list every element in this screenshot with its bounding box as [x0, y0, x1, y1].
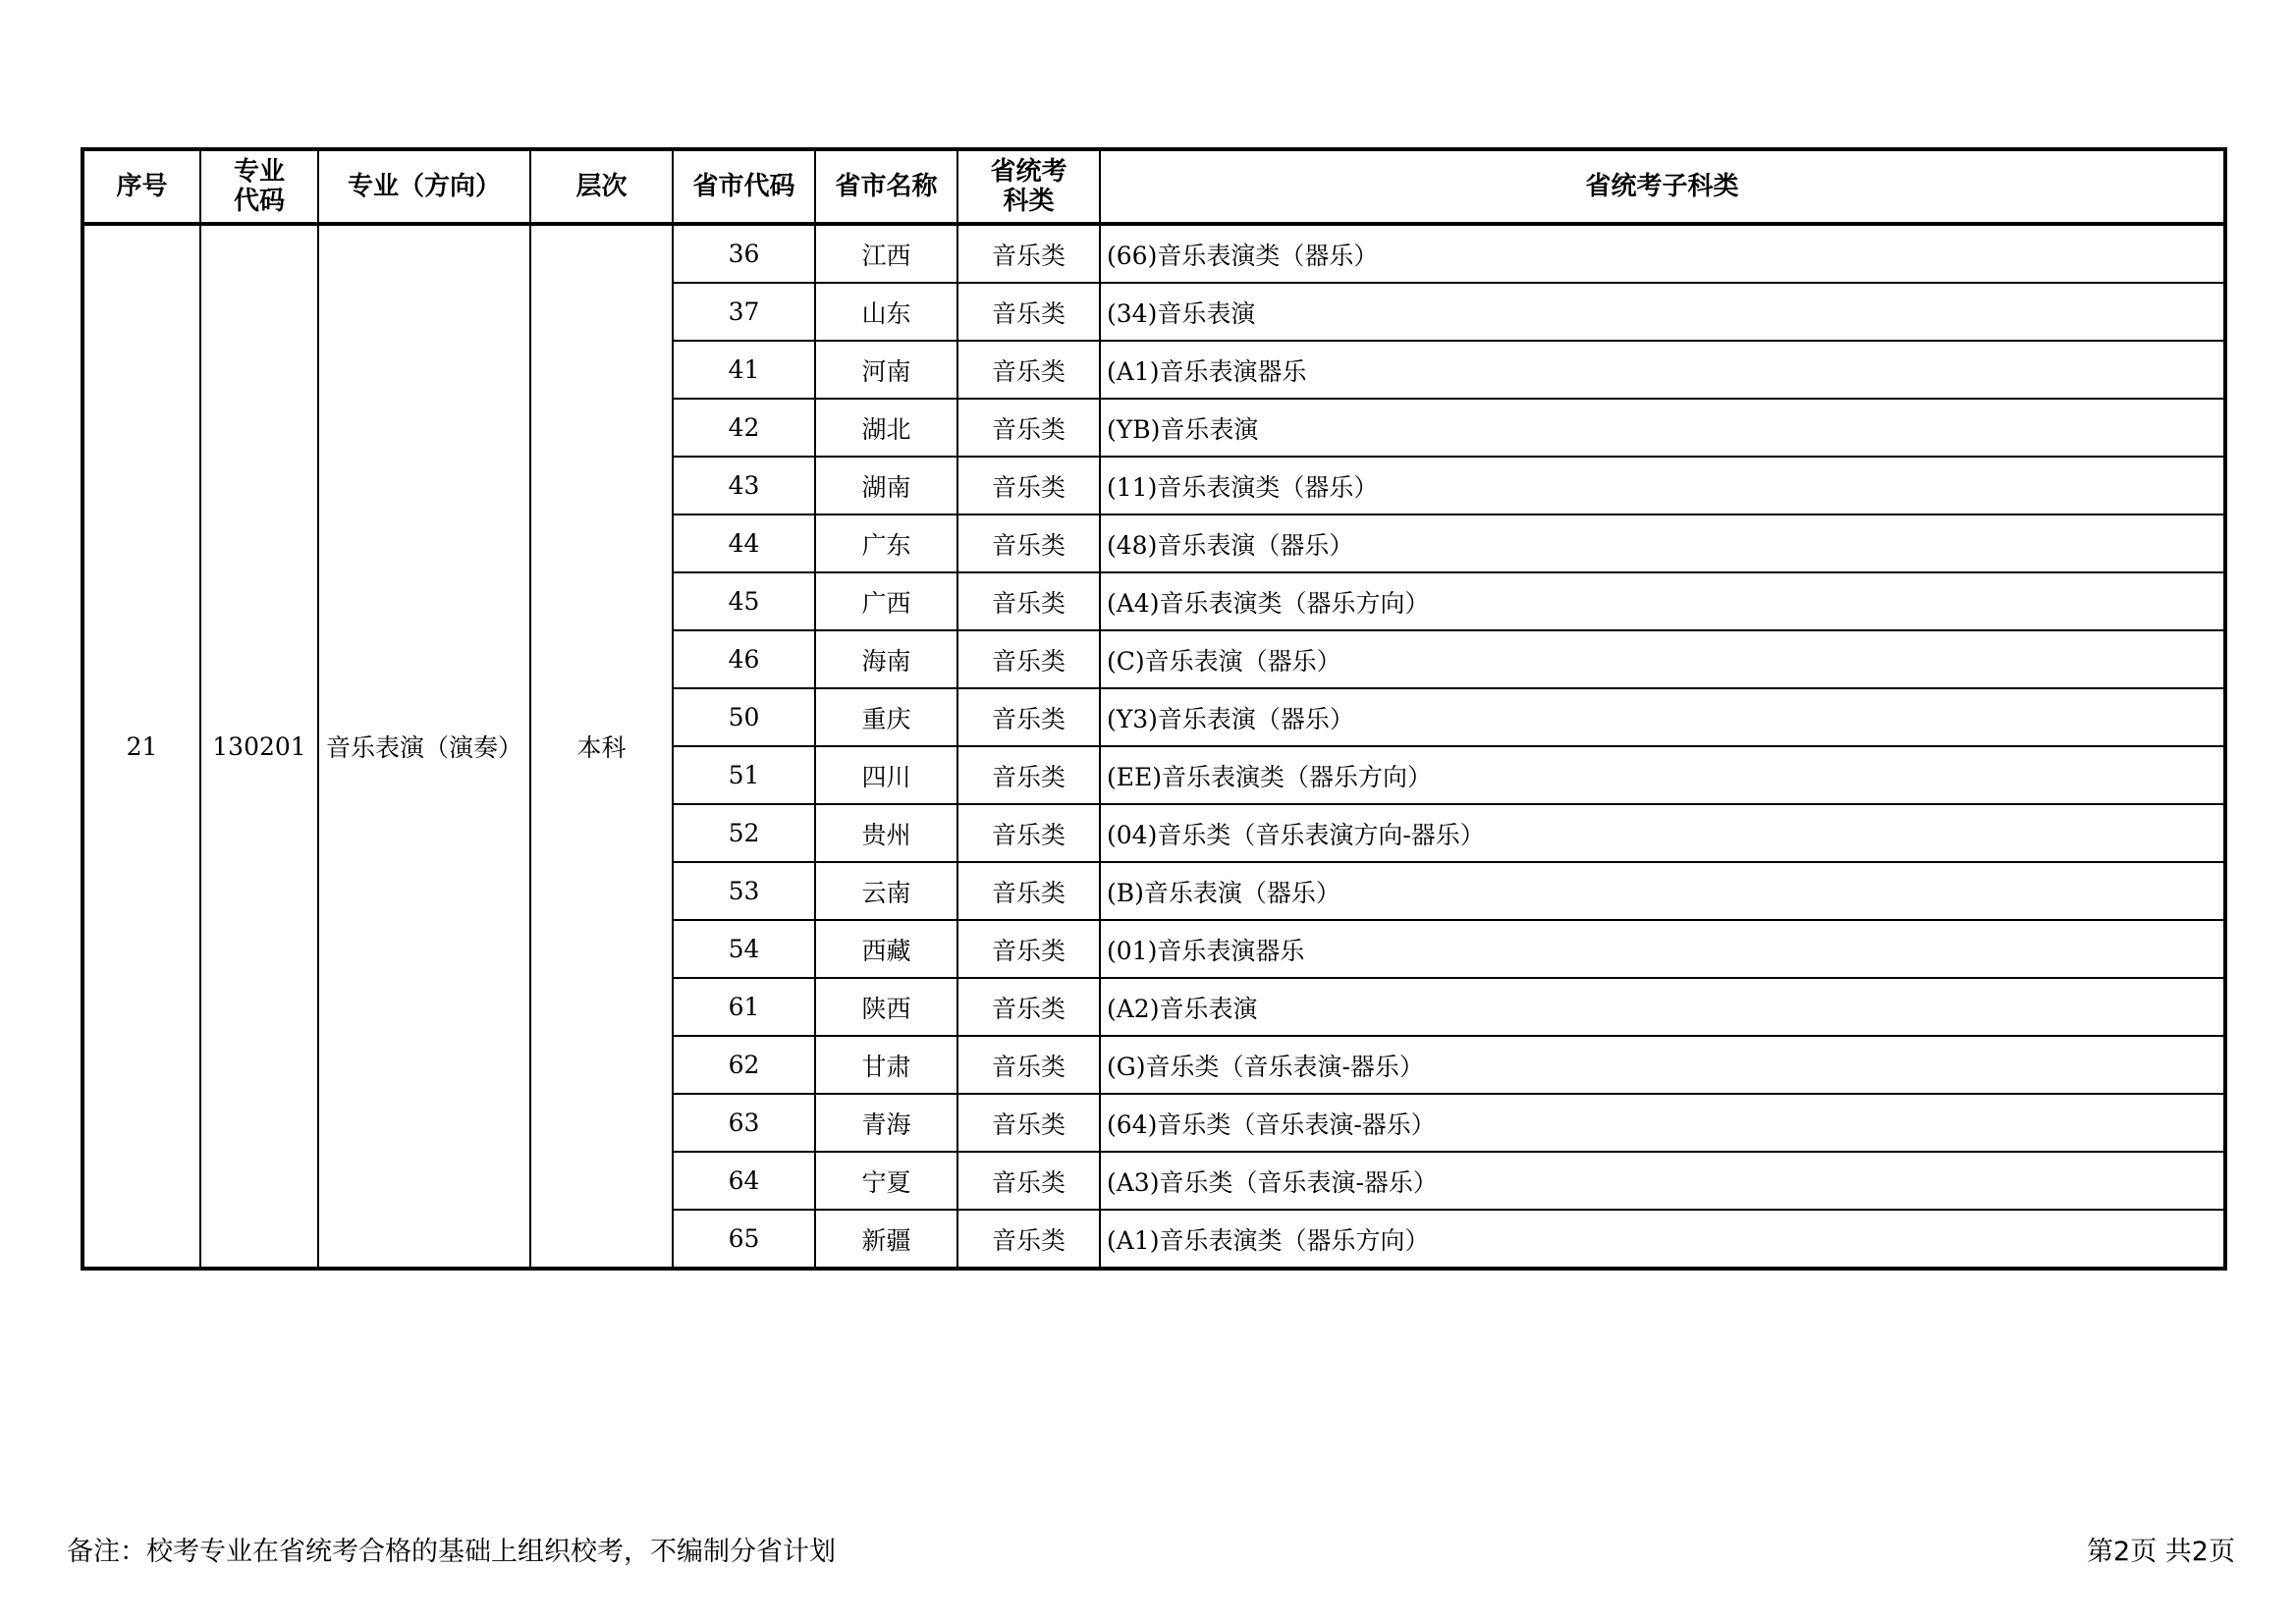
exam-subcategory: (YB)音乐表演	[1100, 399, 2225, 457]
header-exam-category	[957, 149, 1100, 224]
exam-category: 音乐类	[957, 572, 1100, 630]
exam-subcategory: (A1)音乐表演类（器乐方向）	[1100, 1210, 2225, 1269]
province-code: 51	[673, 746, 815, 804]
province-code: 42	[673, 399, 815, 457]
exam-category: 音乐类	[957, 457, 1100, 514]
exam-subcategory: (01)音乐表演器乐	[1100, 920, 2225, 978]
exam-category: 音乐类	[957, 920, 1100, 978]
province-name: 四川	[815, 746, 957, 804]
header-province-name: 省市名称	[815, 149, 957, 224]
exam-category: 音乐类	[957, 746, 1100, 804]
exam-subcategory: (EE)音乐表演类（器乐方向）	[1100, 746, 2225, 804]
exam-subcategory: (A4)音乐表演类（器乐方向）	[1100, 572, 2225, 630]
exam-subcategory: (64)音乐类（音乐表演-器乐）	[1100, 1094, 2225, 1152]
province-code: 63	[673, 1094, 815, 1152]
province-name: 湖南	[815, 457, 957, 514]
province-name: 湖北	[815, 399, 957, 457]
province-name: 广东	[815, 514, 957, 572]
header-level: 层次	[530, 149, 673, 224]
header-exam-category-line2: 科类	[1003, 187, 1055, 216]
footer-remark: 备注：校考专业在省统考合格的基础上组织校考，不编制分省计划	[67, 1537, 836, 1567]
exam-category: 音乐类	[957, 224, 1100, 283]
group-level: 本科	[530, 224, 673, 1269]
exam-category: 音乐类	[957, 399, 1100, 457]
exam-category: 音乐类	[957, 341, 1100, 399]
exam-subcategory: (04)音乐类（音乐表演方向-器乐）	[1100, 804, 2225, 862]
exam-category: 音乐类	[957, 283, 1100, 341]
exam-subcategory: (11)音乐表演类（器乐）	[1100, 457, 2225, 514]
exam-category: 音乐类	[957, 862, 1100, 920]
header-major-code-line2: 代码	[233, 187, 285, 216]
exam-subcategory: (Y3)音乐表演（器乐）	[1100, 688, 2225, 746]
header-exam-category-line1: 省统考	[990, 157, 1067, 187]
province-code: 62	[673, 1036, 815, 1094]
plan-sheet	[81, 147, 2223, 1271]
province-name: 江西	[815, 224, 957, 283]
exam-category: 音乐类	[957, 804, 1100, 862]
enrollment-plan-table	[81, 147, 2227, 1271]
exam-category: 音乐类	[957, 1094, 1100, 1152]
exam-category: 音乐类	[957, 1210, 1100, 1269]
group-major-code: 130201	[200, 224, 318, 1269]
exam-subcategory: (48)音乐表演（器乐）	[1100, 514, 2225, 572]
province-name: 重庆	[815, 688, 957, 746]
province-code: 52	[673, 804, 815, 862]
province-name: 贵州	[815, 804, 957, 862]
header-province-code: 省市代码	[673, 149, 815, 224]
province-code: 45	[673, 572, 815, 630]
header-major-code-line1: 专业	[233, 157, 285, 187]
province-name: 宁夏	[815, 1152, 957, 1210]
exam-category: 音乐类	[957, 514, 1100, 572]
province-code: 44	[673, 514, 815, 572]
province-code: 50	[673, 688, 815, 746]
province-name: 甘肃	[815, 1036, 957, 1094]
header-row	[82, 149, 2225, 224]
province-code: 43	[673, 457, 815, 514]
province-code: 64	[673, 1152, 815, 1210]
province-code: 46	[673, 630, 815, 688]
province-code: 53	[673, 862, 815, 920]
header-major: 专业（方向）	[318, 149, 530, 224]
province-name: 西藏	[815, 920, 957, 978]
exam-subcategory: (A1)音乐表演器乐	[1100, 341, 2225, 399]
province-code: 61	[673, 978, 815, 1036]
province-name: 山东	[815, 283, 957, 341]
header-major-code	[200, 149, 318, 224]
exam-category: 音乐类	[957, 1152, 1100, 1210]
province-name: 河南	[815, 341, 957, 399]
exam-subcategory: (B)音乐表演（器乐）	[1100, 862, 2225, 920]
province-name: 云南	[815, 862, 957, 920]
exam-subcategory: (A2)音乐表演	[1100, 978, 2225, 1036]
table-body	[82, 224, 2225, 1269]
province-name: 海南	[815, 630, 957, 688]
table-row	[82, 224, 2225, 283]
province-code: 37	[673, 283, 815, 341]
exam-category: 音乐类	[957, 630, 1100, 688]
page-number: 第2页 共2页	[2087, 1537, 2235, 1567]
province-code: 65	[673, 1210, 815, 1269]
province-code: 41	[673, 341, 815, 399]
exam-subcategory: (G)音乐类（音乐表演-器乐）	[1100, 1036, 2225, 1094]
group-seq: 21	[82, 224, 200, 1269]
exam-subcategory: (66)音乐表演类（器乐）	[1100, 224, 2225, 283]
header-seq: 序号	[82, 149, 200, 224]
province-name: 新疆	[815, 1210, 957, 1269]
exam-category: 音乐类	[957, 688, 1100, 746]
exam-category: 音乐类	[957, 978, 1100, 1036]
province-code: 54	[673, 920, 815, 978]
group-major: 音乐表演（演奏）	[318, 224, 530, 1269]
exam-category: 音乐类	[957, 1036, 1100, 1094]
province-code: 36	[673, 224, 815, 283]
exam-subcategory: (34)音乐表演	[1100, 283, 2225, 341]
province-name: 陕西	[815, 978, 957, 1036]
province-name: 青海	[815, 1094, 957, 1152]
province-name: 广西	[815, 572, 957, 630]
exam-subcategory: (C)音乐表演（器乐）	[1100, 630, 2225, 688]
exam-subcategory: (A3)音乐类（音乐表演-器乐）	[1100, 1152, 2225, 1210]
header-exam-subcategory: 省统考子科类	[1100, 149, 2225, 224]
